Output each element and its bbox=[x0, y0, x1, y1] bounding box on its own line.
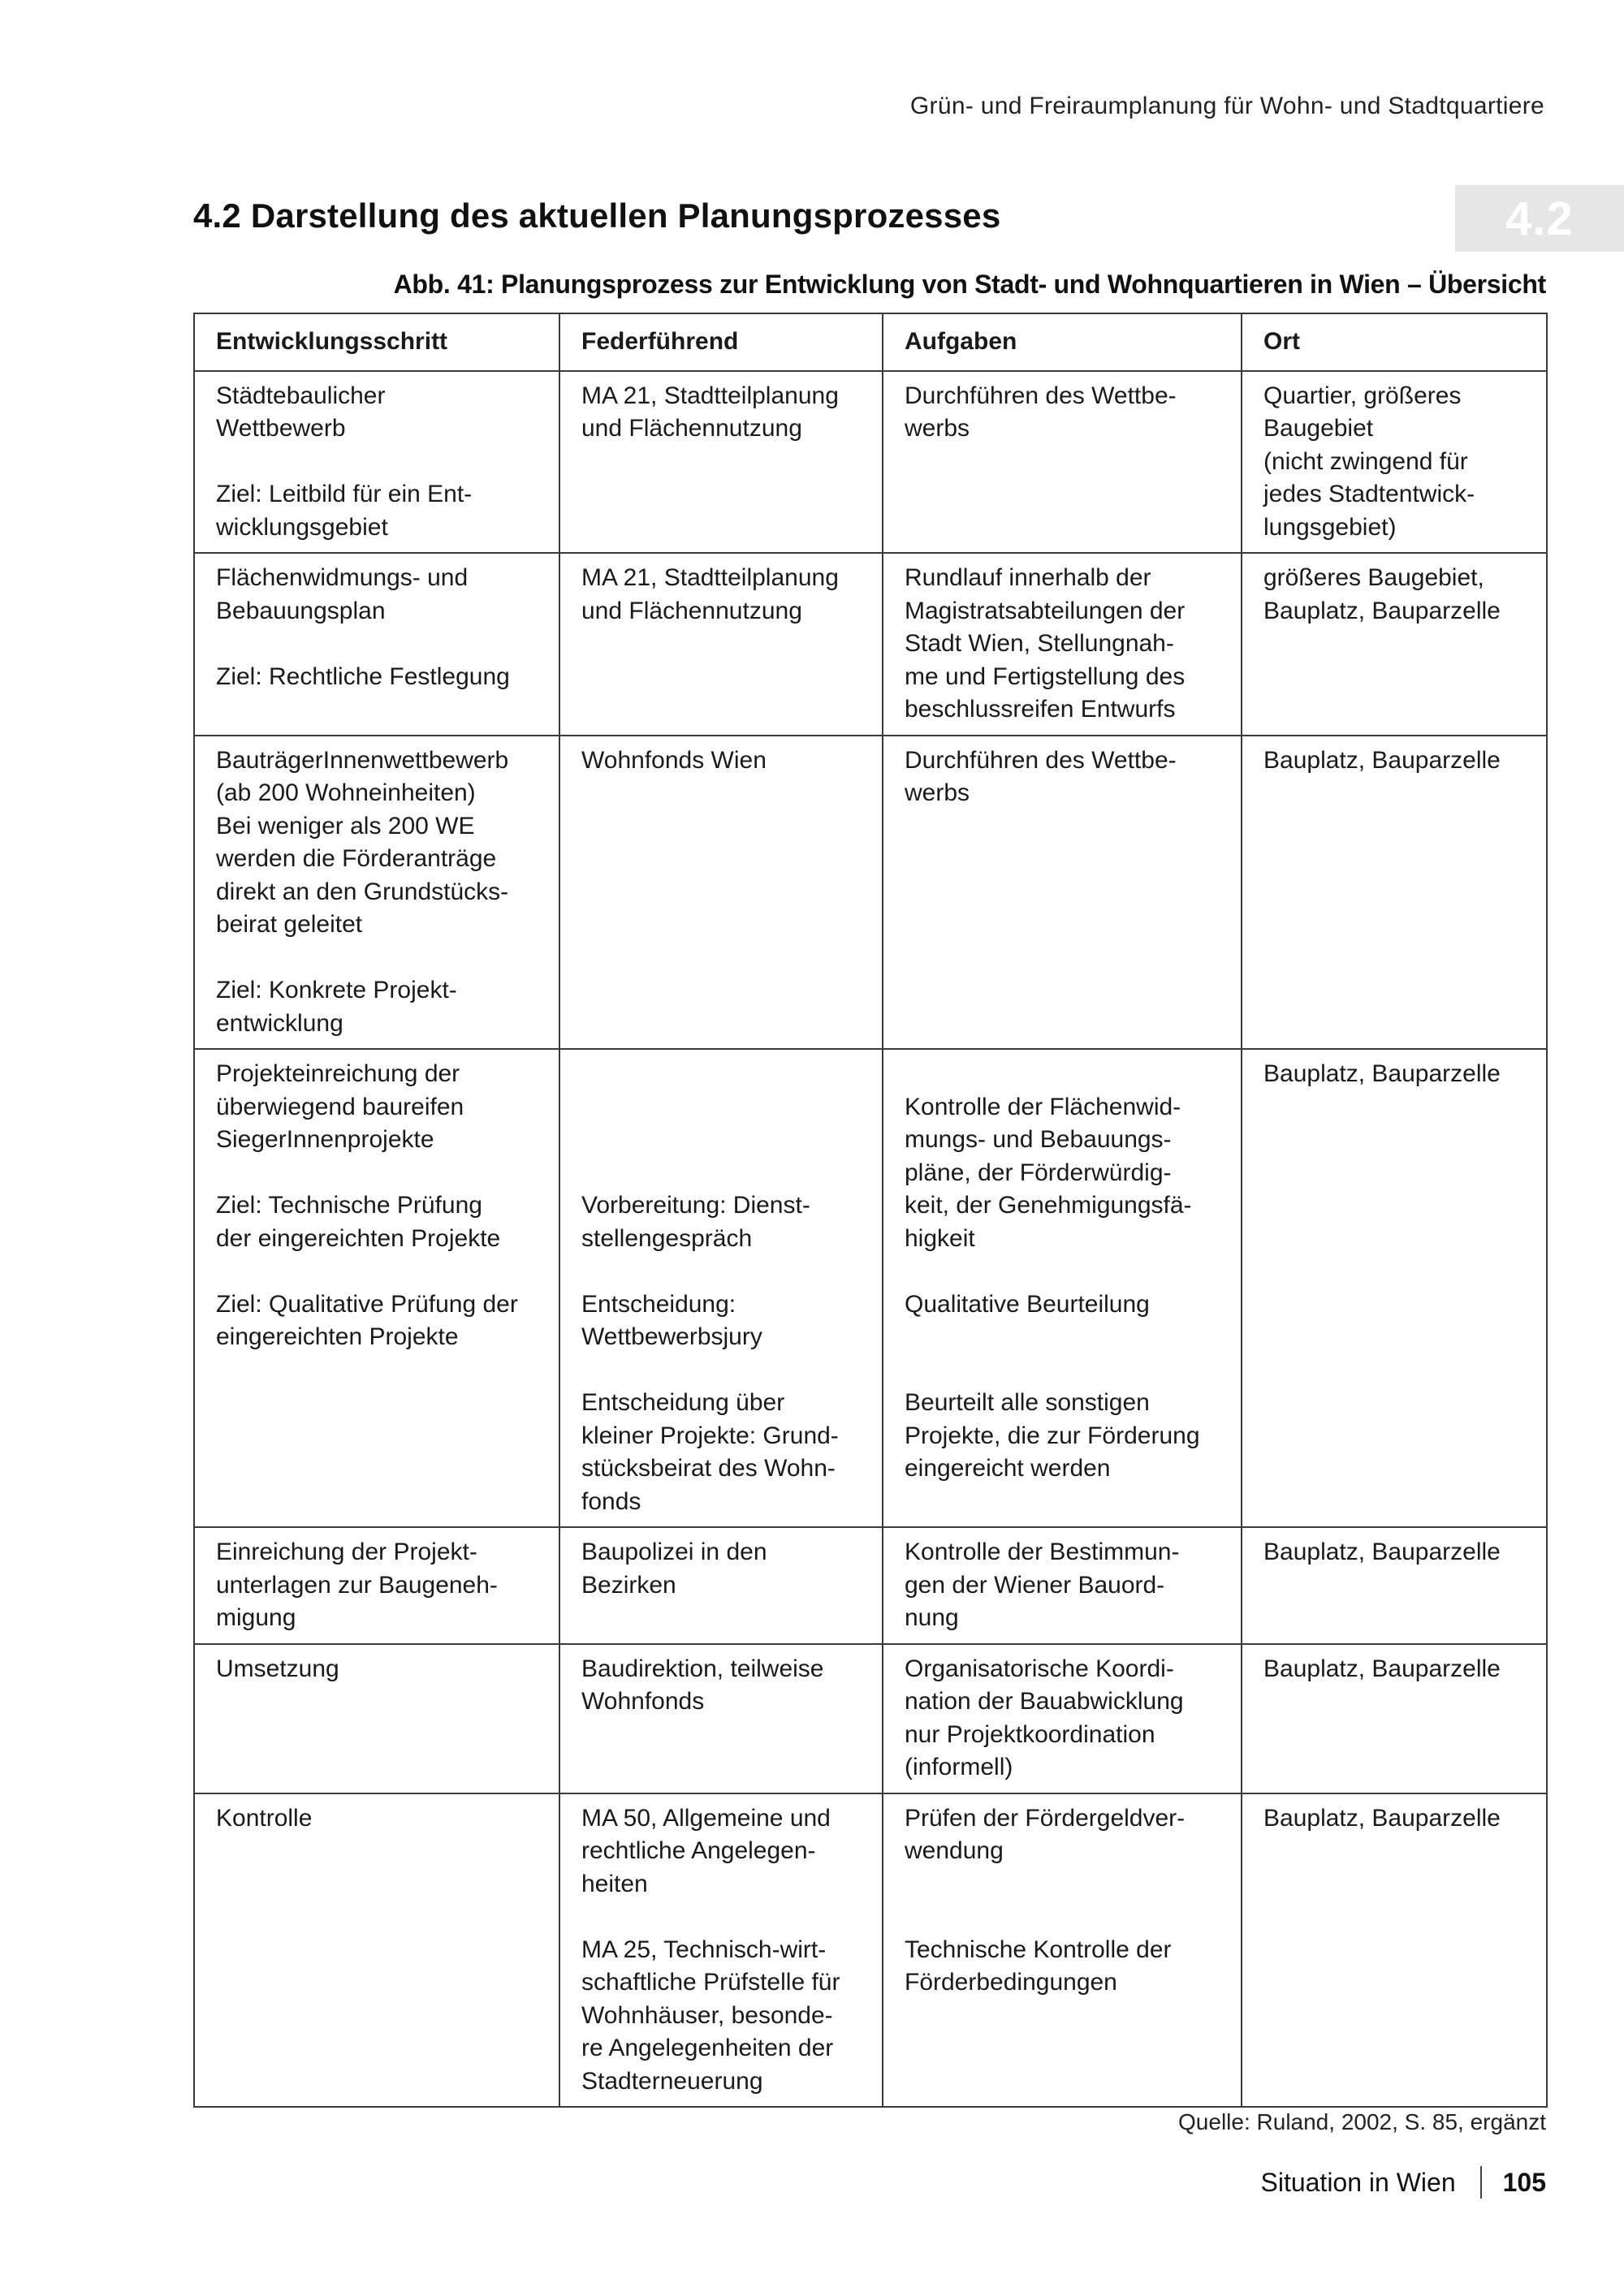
page-number: 105 bbox=[1502, 2167, 1546, 2197]
cell-federfuehrend bbox=[559, 1527, 883, 1644]
cell-line: Qualitative Beurteilung bbox=[905, 1290, 1150, 1318]
cell-line: Projekte, die zur Förderung bbox=[905, 1422, 1200, 1449]
cell-line: Quartier, größeres bbox=[1263, 382, 1462, 409]
cell-line bbox=[905, 1901, 1226, 1934]
cell-line: nation der Bauabwicklung bbox=[905, 1688, 1184, 1715]
cell-line: Stadt Wien, Stellungnah- bbox=[905, 630, 1174, 657]
figure-caption: Abb. 41: Planungsprozess zur Entwicklung von Stadt- und Wohnquartieren in Wien – Übersicht bbox=[393, 270, 1546, 299]
cell-line: unterlagen zur Baugeneh- bbox=[216, 1571, 498, 1599]
cell-line: Stadterneuerung bbox=[581, 2067, 763, 2095]
cell-line bbox=[216, 1157, 544, 1190]
cell-line: Städtebaulicher bbox=[216, 382, 386, 409]
cell-line: SiegerInnenprojekte bbox=[216, 1126, 434, 1153]
cell-line: Förderbedingungen bbox=[905, 1969, 1117, 1996]
cell-line: Bauplatz, Bauparzelle bbox=[1263, 1655, 1501, 1682]
cell-ort bbox=[1242, 371, 1547, 554]
cell-line: (ab 200 Wohneinheiten) bbox=[216, 779, 476, 806]
cell-line: nur Projektkoordination bbox=[905, 1720, 1155, 1748]
cell-line: Beurteilt alle sonstigen bbox=[905, 1389, 1150, 1416]
cell-line bbox=[905, 1354, 1226, 1388]
cell-ort bbox=[1242, 736, 1547, 1050]
cell-aufgaben bbox=[883, 736, 1242, 1050]
section-title: 4.2 Darstellung des aktuellen Planungsprozesses bbox=[193, 196, 1001, 235]
cell-line: Bauplatz, Bauparzelle bbox=[1263, 597, 1501, 624]
cell-ort bbox=[1242, 1527, 1547, 1644]
cell-federfuehrend bbox=[559, 371, 883, 554]
cell-line: Bebauungsplan bbox=[216, 597, 386, 624]
cell-aufgaben bbox=[883, 371, 1242, 554]
cell-line: Durchführen des Wettbe- bbox=[905, 746, 1177, 774]
cell-line: Wettbewerbsjury bbox=[581, 1323, 762, 1350]
cell-line: lungsgebiet) bbox=[1263, 513, 1397, 541]
cell-line bbox=[581, 1354, 867, 1388]
cell-line bbox=[905, 1868, 1226, 1901]
cell-line: Entscheidung: bbox=[581, 1290, 736, 1318]
cell-line: Bauplatz, Bauparzelle bbox=[1263, 1060, 1501, 1087]
table-row bbox=[194, 1793, 1547, 2108]
cell-line: Wettbewerb bbox=[216, 415, 346, 442]
cell-line: Entscheidung über bbox=[581, 1389, 785, 1416]
cell-line: eingereichten Projekte bbox=[216, 1323, 459, 1350]
table-row bbox=[194, 1527, 1547, 1644]
cell-line: Organisatorische Koordi- bbox=[905, 1655, 1174, 1682]
cell-entwicklungsschritt bbox=[194, 1793, 559, 2108]
cell-line: beschlussreifen Entwurfs bbox=[905, 696, 1176, 723]
cell-line bbox=[581, 1901, 867, 1934]
page-footer bbox=[1260, 2166, 1546, 2199]
cell-line: re Angelegenheiten der bbox=[581, 2035, 834, 2061]
cell-line: Bauplatz, Bauparzelle bbox=[1263, 1539, 1501, 1565]
cell-line bbox=[216, 942, 544, 975]
cell-entwicklungsschritt bbox=[194, 1049, 559, 1527]
cell-line: Einreichung der Projekt- bbox=[216, 1539, 477, 1565]
cell-line: Wohnfonds Wien bbox=[581, 746, 767, 774]
cell-line: Baupolizei in den bbox=[581, 1539, 767, 1565]
table-row bbox=[194, 371, 1547, 554]
cell-ort bbox=[1242, 1793, 1547, 2108]
cell-line: migung bbox=[216, 1604, 296, 1631]
cell-line: der eingereichten Projekte bbox=[216, 1224, 501, 1252]
cell-line bbox=[581, 1058, 867, 1091]
cell-line bbox=[581, 1255, 867, 1288]
cell-line: werbs bbox=[905, 415, 970, 442]
cell-line: MA 50, Allgemeine und bbox=[581, 1804, 831, 1832]
cell-line: rechtliche Angelegen- bbox=[581, 1837, 816, 1864]
cell-ort bbox=[1242, 1049, 1547, 1527]
cell-line: Bezirken bbox=[581, 1571, 676, 1599]
cell-line bbox=[216, 628, 544, 661]
cell-line bbox=[581, 1091, 867, 1124]
cell-federfuehrend bbox=[559, 736, 883, 1050]
cell-line bbox=[216, 1255, 544, 1288]
cell-line: Ziel: Leitbild für ein Ent- bbox=[216, 481, 473, 507]
cell-line: Wohnfonds bbox=[581, 1688, 705, 1715]
cell-line bbox=[905, 1058, 1226, 1091]
table-body bbox=[194, 371, 1547, 2108]
cell-line: wicklungsgebiet bbox=[216, 513, 388, 541]
cell-line: wendung bbox=[905, 1837, 1004, 1864]
cell-line: entwicklung bbox=[216, 1009, 343, 1037]
cell-line: Bauplatz, Bauparzelle bbox=[1263, 746, 1501, 774]
cell-line: Ziel: Rechtliche Festlegung bbox=[216, 662, 510, 690]
footer-divider bbox=[1480, 2166, 1482, 2199]
cell-federfuehrend bbox=[559, 553, 883, 736]
cell-line: fonds bbox=[581, 1487, 641, 1515]
cell-aufgaben bbox=[883, 1049, 1242, 1527]
footer-chapter: Situation in Wien bbox=[1260, 2167, 1456, 2197]
cell-line bbox=[905, 1255, 1226, 1288]
cell-line: (informell) bbox=[905, 1754, 1013, 1780]
cell-line: Kontrolle bbox=[216, 1804, 313, 1832]
cell-entwicklungsschritt bbox=[194, 1527, 559, 1644]
cell-line: me und Fertigstellung des bbox=[905, 662, 1186, 690]
column-header: Entwicklungsschritt bbox=[194, 313, 559, 371]
cell-line: werbs bbox=[905, 779, 970, 806]
cell-line: Umsetzung bbox=[216, 1655, 339, 1682]
cell-line: Kontrolle der Flächenwid- bbox=[905, 1093, 1181, 1120]
cell-line: Durchführen des Wettbe- bbox=[905, 382, 1177, 409]
cell-line: MA 21, Stadtteilplanung bbox=[581, 564, 839, 591]
cell-federfuehrend bbox=[559, 1793, 883, 2108]
cell-line: higkeit bbox=[905, 1224, 975, 1252]
column-header: Federführend bbox=[559, 313, 883, 371]
cell-line: Magistratsabteilungen der bbox=[905, 597, 1186, 624]
cell-line: überwiegend baureifen bbox=[216, 1093, 464, 1120]
cell-aufgaben bbox=[883, 1793, 1242, 2108]
cell-entwicklungsschritt bbox=[194, 553, 559, 736]
cell-line: heiten bbox=[581, 1870, 648, 1897]
table-row bbox=[194, 1644, 1547, 1793]
cell-line: Ziel: Qualitative Prüfung der bbox=[216, 1290, 518, 1318]
cell-line: schaftliche Prüfstelle für bbox=[581, 1969, 840, 1996]
cell-aufgaben bbox=[883, 553, 1242, 736]
cell-line: Bauplatz, Bauparzelle bbox=[1263, 1804, 1501, 1832]
cell-line bbox=[581, 1124, 867, 1157]
cell-line: Wohnhäuser, besonde- bbox=[581, 2001, 833, 2029]
cell-line: gen der Wiener Bauord- bbox=[905, 1571, 1165, 1599]
cell-line: MA 25, Technisch-wirt- bbox=[581, 1936, 827, 1963]
column-header: Ort bbox=[1242, 313, 1547, 371]
cell-line: BauträgerInnenwettbewerb bbox=[216, 746, 509, 774]
cell-line: Prüfen der Fördergeldver- bbox=[905, 1804, 1186, 1832]
cell-line: Ziel: Konkrete Projekt- bbox=[216, 977, 457, 1003]
cell-line: größeres Baugebiet, bbox=[1263, 564, 1484, 591]
cell-entwicklungsschritt bbox=[194, 371, 559, 554]
cell-line: werden die Förderanträge bbox=[216, 845, 497, 872]
section-tab: 4.2 bbox=[1455, 185, 1624, 252]
source-note: Quelle: Ruland, 2002, S. 85, ergänzt bbox=[1178, 2109, 1546, 2134]
cell-line: Kontrolle der Bestimmun- bbox=[905, 1539, 1180, 1565]
cell-ort bbox=[1242, 1644, 1547, 1793]
table-row bbox=[194, 736, 1547, 1050]
cell-line: Bei weniger als 200 WE bbox=[216, 812, 475, 839]
cell-line: Rundlauf innerhalb der bbox=[905, 564, 1151, 591]
cell-line: Vorbereitung: Dienst- bbox=[581, 1192, 810, 1219]
cell-line bbox=[581, 1157, 867, 1190]
planning-process-table bbox=[193, 313, 1548, 2108]
planning-process-table-wrapper bbox=[193, 313, 1546, 2108]
cell-line: pläne, der Förderwürdig- bbox=[905, 1159, 1172, 1186]
cell-line: und Flächennutzung bbox=[581, 415, 802, 442]
cell-line: stellengespräch bbox=[581, 1224, 753, 1252]
cell-entwicklungsschritt bbox=[194, 1644, 559, 1793]
running-header: Grün- und Freiraumplanung für Wohn- und Stadtquartiere bbox=[909, 93, 1544, 119]
cell-line bbox=[216, 446, 544, 479]
cell-line: nung bbox=[905, 1604, 959, 1631]
table-row bbox=[194, 1049, 1547, 1527]
cell-line: Technische Kontrolle der bbox=[905, 1936, 1172, 1963]
cell-aufgaben bbox=[883, 1644, 1242, 1793]
cell-federfuehrend bbox=[559, 1644, 883, 1793]
cell-line: Ziel: Technische Prüfung bbox=[216, 1192, 482, 1219]
cell-line: Projekteinreichung der bbox=[216, 1060, 460, 1087]
cell-line: keit, der Genehmigungsfä- bbox=[905, 1192, 1192, 1219]
cell-line: und Flächennutzung bbox=[581, 597, 802, 624]
cell-line: Flächenwidmungs- und bbox=[216, 564, 469, 591]
cell-line: Baugebiet bbox=[1263, 415, 1374, 442]
cell-line: Baudirektion, teilweise bbox=[581, 1655, 824, 1682]
cell-line: kleiner Projekte: Grund- bbox=[581, 1422, 839, 1449]
cell-line: mungs- und Bebauungs- bbox=[905, 1126, 1172, 1153]
table-header-row bbox=[194, 313, 1547, 371]
cell-ort bbox=[1242, 553, 1547, 736]
cell-line: jedes Stadtentwick- bbox=[1263, 481, 1475, 507]
cell-line: (nicht zwingend für bbox=[1263, 447, 1468, 475]
cell-line: stücksbeirat des Wohn- bbox=[581, 1455, 836, 1482]
cell-line: eingereicht werden bbox=[905, 1455, 1111, 1482]
cell-federfuehrend bbox=[559, 1049, 883, 1527]
cell-line: direkt an den Grundstücks- bbox=[216, 878, 509, 905]
cell-line bbox=[905, 1321, 1226, 1354]
cell-line: beirat geleitet bbox=[216, 911, 363, 938]
cell-entwicklungsschritt bbox=[194, 736, 559, 1050]
cell-aufgaben bbox=[883, 1527, 1242, 1644]
table-row bbox=[194, 553, 1547, 736]
column-header: Aufgaben bbox=[883, 313, 1242, 371]
cell-line: MA 21, Stadtteilplanung bbox=[581, 382, 839, 409]
